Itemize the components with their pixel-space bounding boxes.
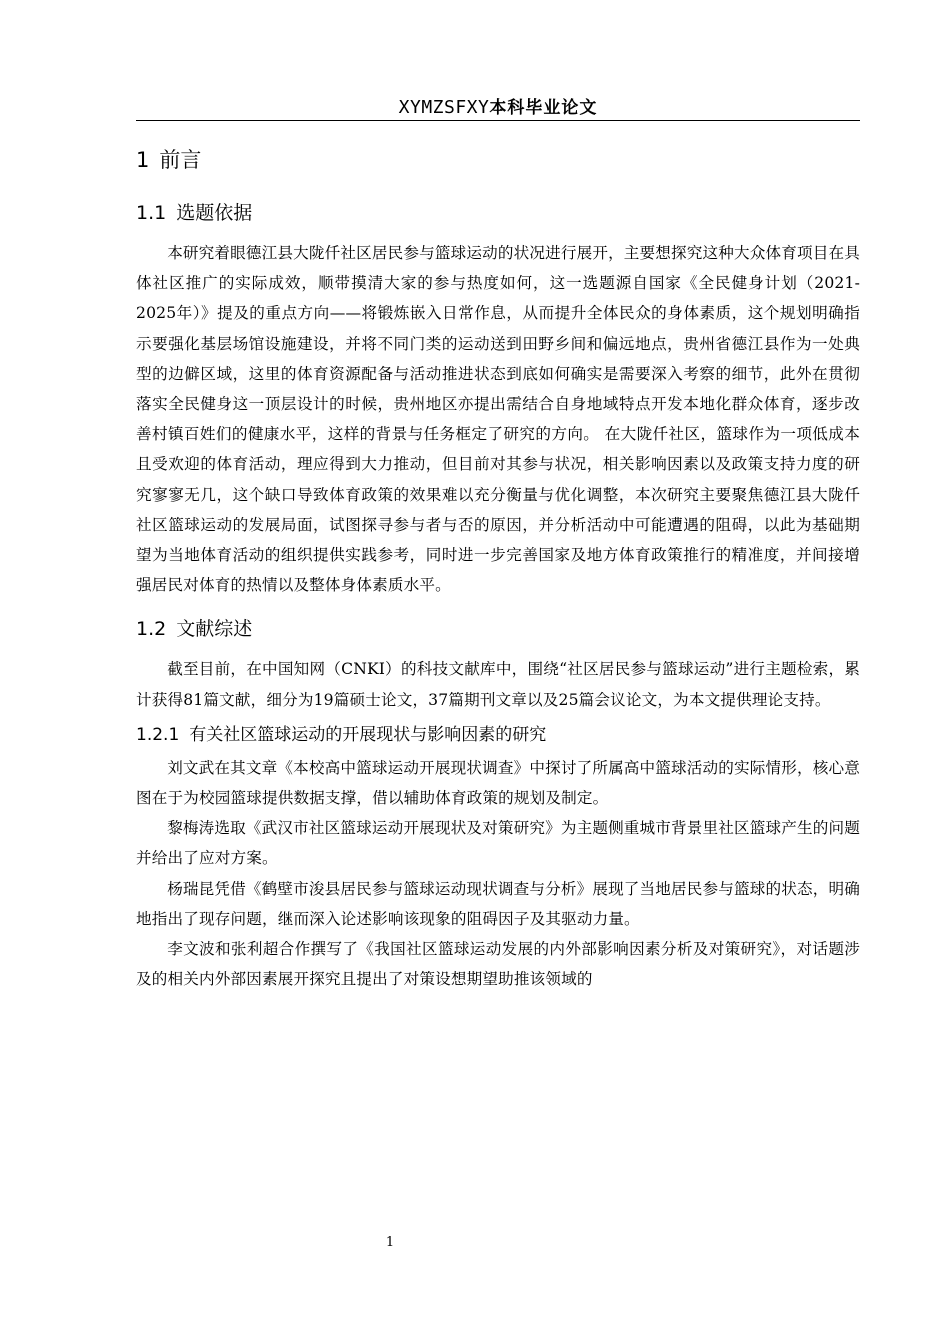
header-code: XYMZSFXY [398,97,490,118]
section-title: 文献综述 [176,618,253,641]
body-paragraph: 杨瑞昆凭借《鹤壁市浚县居民参与篮球运动现状调查与分析》展现了当地居民参与篮球的状态，明确地指出了现存问题，继而深入论述影响该现象的阻碍因子及其驱动力量。 [136,879,860,928]
body-paragraph: 本研究着眼德江县大陇仟社区居民参与篮球运动的状况进行展开，主要想探究这种大众体育项目在具体社区推广的实际成效，顺带摸清大家的参与热度如何，这一选题源自国家《全民健身计划（2021-2025年）》提及的重点方向——将锻炼嵌入日常作息，从而提升全体民众的身体素质，这个规划明确指示要强化基层场馆设施建设，并将不同门类的运动送到田野乡间和偏远地点，贵州省德江县作为一处典型的边僻区域，这里的体育资源配备与活动推进状态到底如何确实是需要深入考察的细节，此外在贯彻落实全民健身这一顶层设计的时候，贵州地区亦提出需结合自身地域特点开发本地化群众体育，逐步改善村镇百姓们的健康水平，这样的背景与任务框定了研究的方向。 在大陇仟社区，篮球作为一项低成本且受欢迎的体育活动，理应得到大力推动，但目前对其参与状况，相关影响因素以及政策支持力度的研究寥寥无几，这个缺口导致体育政策的效果难以充分衡量与优化调整，本次研究主要聚焦德江县大陇仟社区篮球运动的发展局面，试图探寻参与者与否的原因，并分析活动中可能遭遇的阻碍，以此为基础期望为当地体育活动的组织提供实践参考，同时进一步完善国家及地方体育政策推行的精准度，并间接增强居民对体育的热情以及整体身体素质水平。 [136,244,860,595]
body-paragraph: 截至目前，在中国知网（CNKI）的科技文献库中，围绕“社区居民参与篮球运动”进行主题检索，累计获得81篇文献，细分为19篇硕士论文，37篇期刊文章以及25篇会议论文，为本文提供理论支持。 [136,660,860,709]
section-heading [136,198,860,228]
body-paragraph: 刘文武在其文章《本校高中篮球运动开展现状调查》中探讨了所属高中篮球活动的实际情形，核心意图在于为校园篮球提供数据支撑，借以辅助体育政策的规划及制定。 [136,758,860,808]
chapter-number: 1 [136,148,150,172]
chapter-heading [136,144,860,176]
header-title: 本科毕业论文 [489,98,598,118]
page-number: 1 [385,1235,395,1250]
body-paragraph: 黎梅涛选取《武汉市社区篮球运动开展现状及对策研究》为主题侧重城市背景里社区篮球产生的问题并给出了应对方案。 [136,819,860,868]
section-number: 1.2 [136,618,167,641]
chapter-title: 前言 [159,148,202,172]
subsection-title: 有关社区篮球运动的开展现状与影响因素的研究 [189,724,547,745]
section-heading [136,614,860,644]
body-paragraph: 李文波和张利超合作撰写了《我国社区篮球运动发展的内外部影响因素分析及对策研究》，对话题涉及的相关内外部因素展开探究且提出了对策设想期望助推该领域的 [136,940,860,989]
main-content [136,140,860,994]
subsection-number: 1.2.1 [136,724,180,745]
subsection-heading [136,721,860,749]
section-title: 选题依据 [176,202,253,224]
running-header [136,94,860,121]
section-number: 1.1 [136,202,167,224]
